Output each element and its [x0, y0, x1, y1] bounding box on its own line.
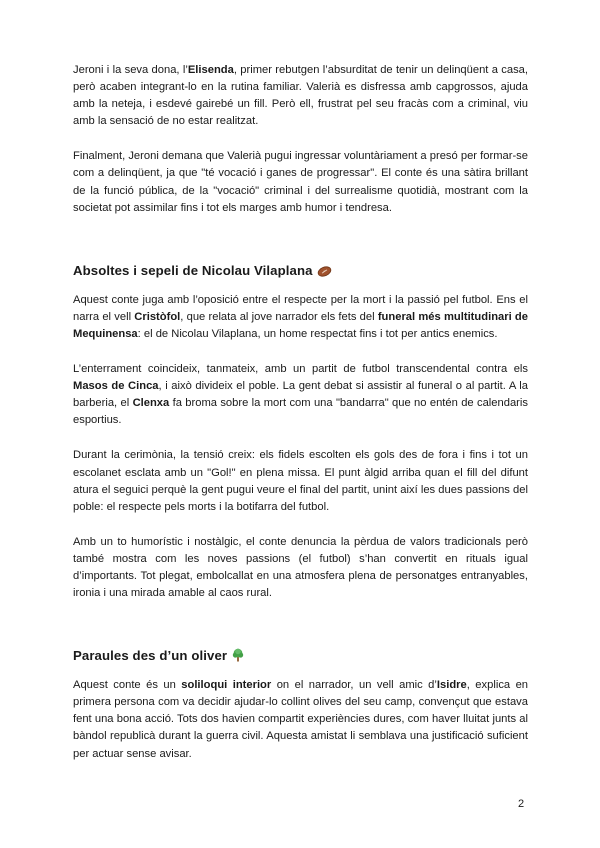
- soliloqui-phrase: soliloqui interior: [181, 679, 272, 692]
- name-cristofol: Cristòfol: [134, 310, 181, 323]
- name-elisenda: Elisenda: [187, 64, 234, 76]
- tree-icon: [231, 648, 245, 667]
- funeral-phrase: funeral més multitudinari de Mequinensa: [73, 310, 528, 340]
- document-body: [73, 62, 528, 763]
- name-masos-de-cinca: Masos de Cinca: [73, 380, 159, 393]
- section1-paragraph-4: Amb un to humorístic i nostàlgic, el conte denuncia la pèrdua de valors tradicionals però també mostra com les noves passions (el futbol) s’han convertit en rituals igual d’importants. Tot plegat, embolcallat en una atmosfera plena de personatges entranyables, ironia i una mirada amable al caos rural.: [73, 535, 528, 600]
- name-clenxa: Clenxa: [132, 397, 170, 410]
- section1-paragraph-1: Aquest conte juga amb l’oposició entre el respecte per la mort i la passió pel futbol. Ens el narra el vell Cristòfol, que relata al jove narrador els fets del funeral més multitudinari de Mequinensa: el de Nicolau Vilaplana, un home respectat fins i tot per antics enemics.: [73, 293, 528, 340]
- section1-paragraph-2: L’enterrament coincideix, tanmateix, amb un partit de futbol transcendental contra els Masos de Cinca, i això divideix el poble. La gent debat si assistir al funeral o al partit. A la barberia, el Clenxa fa broma sobre la mort com una "bandarra" que no entén de calendaris esportius.: [73, 363, 528, 427]
- name-isidre: Isidre: [436, 679, 467, 692]
- section-heading-absoltes: Absoltes i sepeli de Nicolau Vilaplana: [73, 262, 528, 282]
- section1-paragraph-3: Durant la cerimònia, la tensió creix: els fidels escolten els gols des de fora i fins i tot un escolanet esclata amb un "Gol!" en plena missa. El punt àlgid arriba quan el fill del difunt atura el seguici perquè la gent pugui veure el final del partit, unint així les dues passions del poble: el respecte pels morts i la botifarra del futbol.: [73, 449, 528, 513]
- football-icon: [317, 264, 332, 282]
- intro-paragraph-1: Jeroni i la seva dona, l’Elisenda, primer rebutgen l’absurditat de tenir un delinqüent a casa, però acaben integrant-lo en la rutina familiar. Valerià es disfressa amb capgrossos, ajuda amb la neteja, i esdevé gairebé un fill. Però ell, frustrat pel seu fracàs com a criminal, viu amb la sensació de no estar realitzat.: [73, 64, 529, 128]
- section2-paragraph-1: Aquest conte és un soliloqui interior on el narrador, un vell amic d’Isidre, explica en primera persona com va decidir ajudar-lo collint olives del seu camp, convençut que estava fent una bona acció. Tots dos havien compartit experiències dures, com haver lluitat junts al bàndol republicà durant la guerra civil. Aquesta amistat li semblava una justificació suficient per actuar sense avisar.: [73, 679, 529, 760]
- intro-paragraph-2: Finalment, Jeroni demana que Valerià pugui ingressar voluntàriament a presó per formar-se com a delinqüent, ja que "té vocació i ganes de progressar". El conte és una sàtira brillant de la funció pública, de la "vocació" criminal i del surrealisme quotidià, mostrant com la societat pot assimilar fins i tot els marges amb humor i tendresa.: [73, 150, 528, 214]
- page-number: 2: [518, 798, 525, 810]
- section-heading-paraules: Paraules des d’un oliver: [73, 647, 528, 667]
